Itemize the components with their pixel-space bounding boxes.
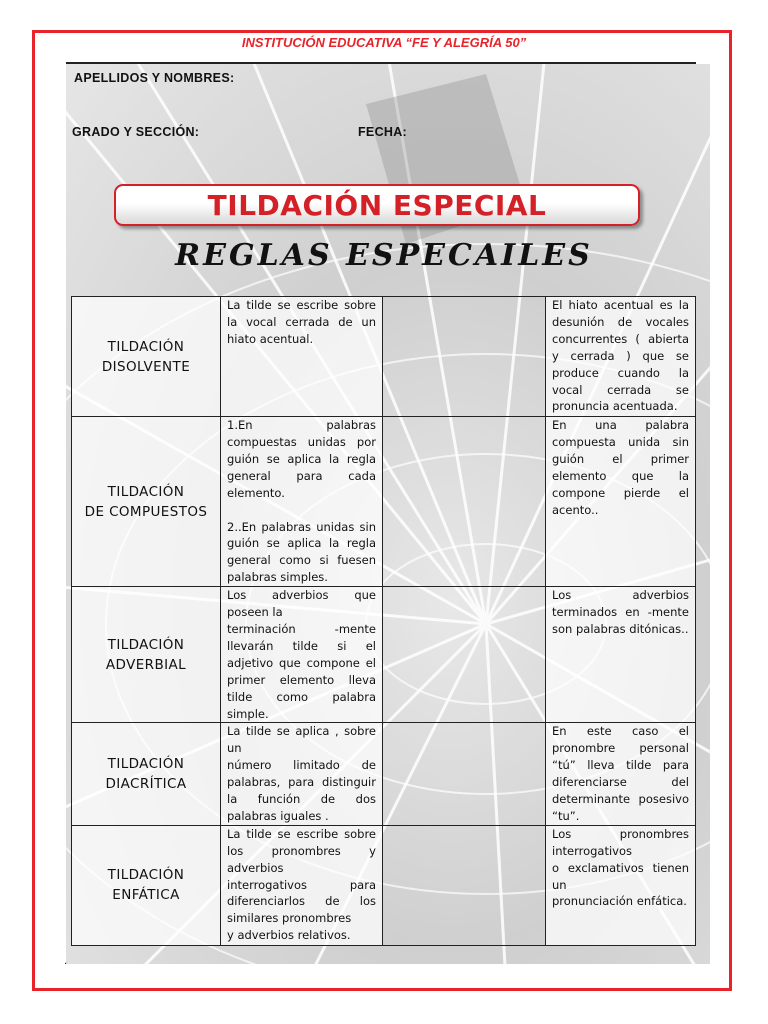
rule-note: pronunciación enfática. <box>552 894 687 909</box>
rule-note-cell <box>546 723 696 825</box>
rule-description: interrogativos para diferenciarlos de los similares pronombres <box>227 877 376 926</box>
rule-description: número limitado de palabras, para distinguir la función de dos palabras iguales . <box>227 758 376 823</box>
rule-description: y adverbios relativos. <box>227 928 351 943</box>
table-row <box>72 723 696 825</box>
rule-note-cell <box>546 587 696 723</box>
rule-name: ADVERBIAL <box>105 656 187 673</box>
empty-cell <box>383 417 546 587</box>
empty-cell <box>383 723 546 825</box>
rule-name: DISOLVENTE <box>101 358 191 375</box>
rule-description-cell <box>221 825 383 945</box>
rule-name: ENFÁTICA <box>112 887 180 904</box>
rule-name: DE COMPUESTOS <box>84 503 208 520</box>
rule-name: TILDACIÓN <box>107 756 185 773</box>
rule-description-cell <box>221 297 383 417</box>
rule-description-cell <box>221 417 383 587</box>
rule-description: La tilde se escribe sobre los pronombres y adverbios <box>227 826 376 875</box>
rule-note: Los pronombres interrogativos <box>552 826 689 858</box>
empty-cell <box>383 587 546 723</box>
page-subtitle: REGLAS ESPECAILES <box>175 238 593 273</box>
table-row <box>72 587 696 723</box>
rule-note: Los adverbios terminados en -mente son palabras ditónicas.. <box>552 588 689 636</box>
rule-description: La tilde se escribe sobre la vocal cerrada de un hiato acentual. <box>227 298 376 346</box>
header-divider <box>66 62 696 64</box>
rule-note: En una palabra compuesta unida sin guión el primer elemento que la compone pierde el acento.. <box>552 418 689 517</box>
rule-note: El hiato acentual es la desunión de vocales concurrentes ( abierta y cerrada ) que se produce cuando la vocal cerrada se pronuncia acentuada. <box>552 298 689 414</box>
rule-name: TILDACIÓN <box>107 636 185 653</box>
rule-name-cell <box>72 723 221 825</box>
rules-table <box>71 296 696 946</box>
rule-name-cell <box>72 825 221 945</box>
rule-name: TILDACIÓN <box>107 867 185 884</box>
rule-description: terminación -mente llevarán tilde si el adjetivo que compone el primer elemento lleva tilde como palabra simple. <box>227 621 376 721</box>
banner-title: TILDACIÓN ESPECIAL <box>207 188 547 222</box>
rule-description: La tilde se aplica , sobre un <box>227 724 376 756</box>
institution-title: INSTITUCIÓN EDUCATIVA “FE Y ALEGRÍA 50” <box>241 35 527 50</box>
rule-description: 2..En palabras unidas sin guión se aplica la regla general como si fuesen palabras simples. <box>227 519 376 585</box>
empty-cell <box>383 825 546 945</box>
rule-note-cell <box>546 417 696 587</box>
rule-name-cell <box>72 417 221 587</box>
empty-cell <box>383 297 546 417</box>
footer-mark: . <box>64 956 68 967</box>
rule-name: TILDACIÓN <box>107 338 185 355</box>
name-label: APELLIDOS Y NOMBRES: <box>74 71 235 85</box>
rule-name: TILDACIÓN <box>107 483 185 500</box>
date-label: FECHA: <box>358 125 408 139</box>
table-row <box>72 825 696 945</box>
rule-description-cell <box>221 587 383 723</box>
rule-note-cell <box>546 825 696 945</box>
rule-description: Los adverbios que poseen la <box>227 588 376 620</box>
rule-name: DIACRÍTICA <box>105 776 187 793</box>
rule-note: En este caso el pronombre personal “tú” lleva tilde para diferenciarse del determinante posesivo “tu”. <box>552 724 689 823</box>
table-row <box>72 417 696 587</box>
rule-name-cell <box>72 587 221 723</box>
rule-description-cell <box>221 723 383 825</box>
rule-note: o exclamativos tienen un <box>552 860 689 892</box>
grade-label: GRADO Y SECCIÓN: <box>72 125 200 139</box>
table-row <box>72 297 696 417</box>
title-banner <box>114 184 640 226</box>
rule-description: 1.En palabras compuestas unidas por guión se aplica la regla general para cada elemento. <box>227 418 376 500</box>
rule-note-cell <box>546 297 696 417</box>
rule-name-cell <box>72 297 221 417</box>
